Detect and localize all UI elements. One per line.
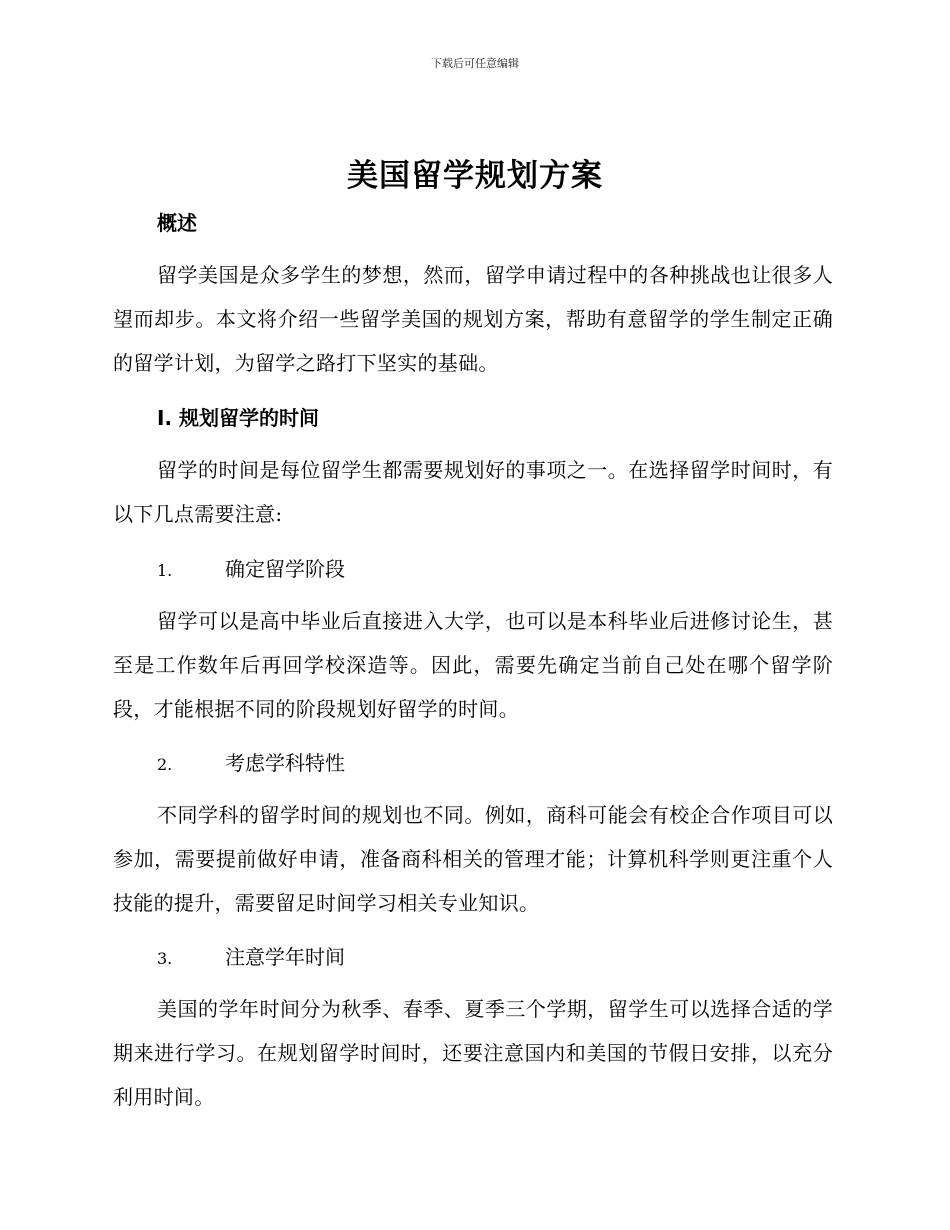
item-number: 1. (157, 561, 173, 580)
overview-heading: 概述 (157, 211, 197, 235)
section1-heading: I. 规划留学的时间 (157, 406, 320, 430)
item-title: 注意学年时间 (225, 945, 345, 969)
item-title: 确定留学阶段 (225, 557, 345, 581)
numbered-item-3 (157, 941, 345, 970)
item-2-paragraph: 不同学科的留学时间的规划也不同。例如，商科可能会有校企合作项目可以参加，需要提前做好申请，准备商科相关的管理才能；计算机科学则更注重个人技能的提升，需要留足时间学习相关专业知识。 (113, 803, 833, 915)
numbered-item-1 (157, 553, 345, 582)
page-header: 下载后可任意编辑 (431, 57, 519, 70)
section1-intro-paragraph: 留学的时间是每位留学生都需要规划好的事项之一。在选择留学时间时，有以下几点需要注意: (113, 458, 833, 526)
item-3-paragraph: 美国的学年时间分为秋季、春季、夏季三个学期，留学生可以选择合适的学期来进行学习。在规划留学时间时，还要注意国内和美国的节假日安排，以充分利用时间。 (113, 997, 833, 1109)
item-1-paragraph: 留学可以是高中毕业后直接进入大学，也可以是本科毕业后进修讨论生，甚至是工作数年后再回学校深造等。因此，需要先确定当前自己处在哪个留学阶段，才能根据不同的阶段规划好留学的时间。 (113, 609, 833, 721)
document-title: 美国留学规划方案 (347, 158, 603, 194)
item-title: 考虑学科特性 (225, 751, 345, 775)
numbered-item-2 (157, 747, 345, 776)
item-number: 2. (157, 755, 173, 774)
item-number: 3. (157, 949, 173, 968)
overview-paragraph: 留学美国是众多学生的梦想，然而，留学申请过程中的各种挑战也让很多人望而却步。本文将介绍一些留学美国的规划方案，帮助有意留学的学生制定正确的留学计划，为留学之路打下坚实的基础。 (113, 263, 833, 375)
